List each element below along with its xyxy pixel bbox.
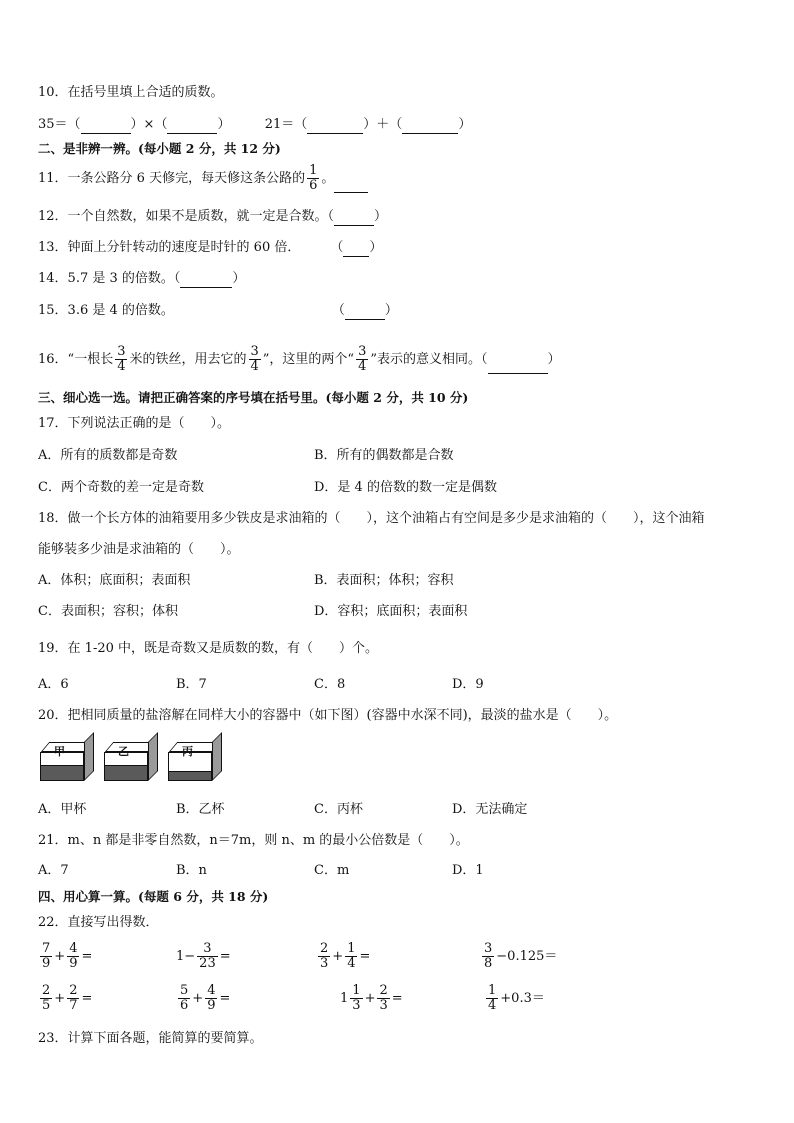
q22-expr-8: $\frac{1}{4}$ +0.3＝ bbox=[488, 983, 545, 1013]
cup-yi: 乙 bbox=[104, 740, 158, 784]
q18-option-b[interactable]: B．表面积；体积；容积 bbox=[314, 573, 454, 588]
q17-option-a[interactable]: A．所有的质数都是奇数 bbox=[38, 448, 178, 463]
q10-blank-1[interactable] bbox=[81, 119, 131, 134]
q17-option-b[interactable]: B．所有的偶数都是合数 bbox=[314, 448, 454, 463]
q13: 13．钟面上分针转动的速度是时针的 60 倍． （ ） bbox=[38, 240, 383, 255]
q22-expr-4: $\frac{3}{8}$ −0.125＝ bbox=[484, 941, 558, 971]
q20-option-d[interactable]: D．无法确定 bbox=[452, 802, 528, 817]
q17-option-c[interactable]: C．两个奇数的差一定是奇数 bbox=[38, 480, 204, 495]
q11-answer-blank[interactable] bbox=[334, 178, 368, 193]
q14-answer-blank[interactable] bbox=[180, 273, 232, 288]
q21-option-a[interactable]: A．7 bbox=[38, 863, 69, 878]
q10-stem: 10．在括号里填上合适的质数。 bbox=[38, 85, 224, 100]
q18-option-a[interactable]: A．体积；底面积；表面积 bbox=[38, 573, 191, 588]
q16: 16．“一根长 $\frac{3}{4}$ 米的铁丝，用去它的 $\frac{3}{4}$ ”，这里的两个“ $\frac{3}{4}$ ”表示的意义相同。（ ） bbox=[38, 344, 561, 374]
q19-option-c[interactable]: C．8 bbox=[314, 677, 346, 692]
q10-blank-4[interactable] bbox=[402, 119, 458, 134]
q17-option-d[interactable]: D．是 4 的倍数的数一定是偶数 bbox=[314, 480, 497, 495]
cup-jia: 甲 bbox=[40, 740, 94, 784]
q20-option-c[interactable]: C．丙杯 bbox=[314, 802, 363, 817]
section-2-heading: 二、是非辨一辨。(每小题 2 分，共 12 分) bbox=[38, 141, 281, 156]
q15: 15．3.6 是 4 的倍数。 （ ） bbox=[38, 303, 398, 318]
q18-stem-1: 18．做一个长方体的油箱要用多少铁皮是求油箱的（ ），这个油箱占有空间是多少是求油箱的（ ），这个油箱 bbox=[38, 511, 705, 526]
q23-stem: 23．计算下面各题，能简算的要简算。 bbox=[38, 1031, 263, 1046]
q18-stem-2: 能够装多少油是求油箱的（ ）。 bbox=[38, 542, 240, 557]
q22-expr-3: $\frac{2}{3}$ + $\frac{1}{4}$ = bbox=[320, 941, 371, 971]
q12: 12．一个自然数，如果不是质数，就一定是合数。（ ） bbox=[38, 209, 388, 224]
q22-expr-6: $\frac{5}{6}$ + $\frac{4}{9}$ = bbox=[180, 983, 231, 1013]
q19-stem: 19．在 1-20 中，既是奇数又是质数的数，有（ ）个。 bbox=[38, 641, 379, 656]
q20-stem: 20．把相同质量的盐溶解在同样大小的容器中（如下图）(容器中水深不同)，最淡的盐水是（ ）。 bbox=[38, 708, 618, 723]
q19-option-d[interactable]: D．9 bbox=[452, 677, 484, 692]
q18-option-d[interactable]: D．容积；底面积；表面积 bbox=[314, 604, 468, 619]
q21-option-c[interactable]: C．m bbox=[314, 863, 350, 878]
q17-stem: 17．下列说法正确的是（ ）。 bbox=[38, 416, 231, 431]
section-3-heading: 三、细心选一选。请把正确答案的序号填在括号里。(每小题 2 分，共 10 分) bbox=[38, 390, 469, 405]
q21-option-d[interactable]: D．1 bbox=[452, 863, 484, 878]
q22-expr-7: 1 $\frac{1}{3}$ + $\frac{2}{3}$ = bbox=[340, 983, 403, 1013]
q11-fraction: $\frac{1}{6}$ bbox=[309, 163, 318, 193]
q14: 14．5.7 是 3 的倍数。（ ） bbox=[38, 271, 246, 286]
q10-equations: 35＝（ ）×（ ） 21＝（ ）＋（ ） bbox=[38, 117, 472, 132]
q19-option-a[interactable]: A．6 bbox=[38, 677, 69, 692]
q19-option-b[interactable]: B．7 bbox=[176, 677, 207, 692]
cup-bing: 丙 bbox=[168, 740, 222, 784]
q20-option-a[interactable]: A．甲杯 bbox=[38, 802, 87, 817]
q21-stem: 21．m、n 都是非零自然数，n＝7m，则 n、m 的最小公倍数是（ ）。 bbox=[38, 833, 469, 848]
q22-expr-5: $\frac{2}{5}$ + $\frac{2}{7}$ = bbox=[42, 983, 93, 1013]
q15-answer-blank[interactable] bbox=[345, 305, 385, 320]
q21-option-b[interactable]: B．n bbox=[176, 863, 207, 878]
section-4-heading: 四、用心算一算。(每题 6 分，共 18 分) bbox=[38, 889, 269, 904]
q12-answer-blank[interactable] bbox=[334, 211, 374, 226]
q22-expr-2: 1− $\frac{3}{23}$ = bbox=[176, 941, 231, 971]
q20-option-b[interactable]: B．乙杯 bbox=[176, 802, 225, 817]
q16-answer-blank[interactable] bbox=[488, 359, 548, 374]
q13-answer-blank[interactable] bbox=[343, 242, 369, 257]
q11: 11．一条公路分 6 天修完，每天修这条公路的 $\frac{1}{6}$ 。 bbox=[38, 164, 368, 193]
q10-blank-2[interactable] bbox=[167, 119, 217, 134]
q18-option-c[interactable]: C．表面积；容积；体积 bbox=[38, 604, 178, 619]
q10-blank-3[interactable] bbox=[307, 119, 363, 134]
q22-expr-1: $\frac{7}{9}$ + $\frac{4}{9}$ = bbox=[42, 941, 93, 971]
q22-stem: 22．直接写出得数． bbox=[38, 915, 159, 930]
